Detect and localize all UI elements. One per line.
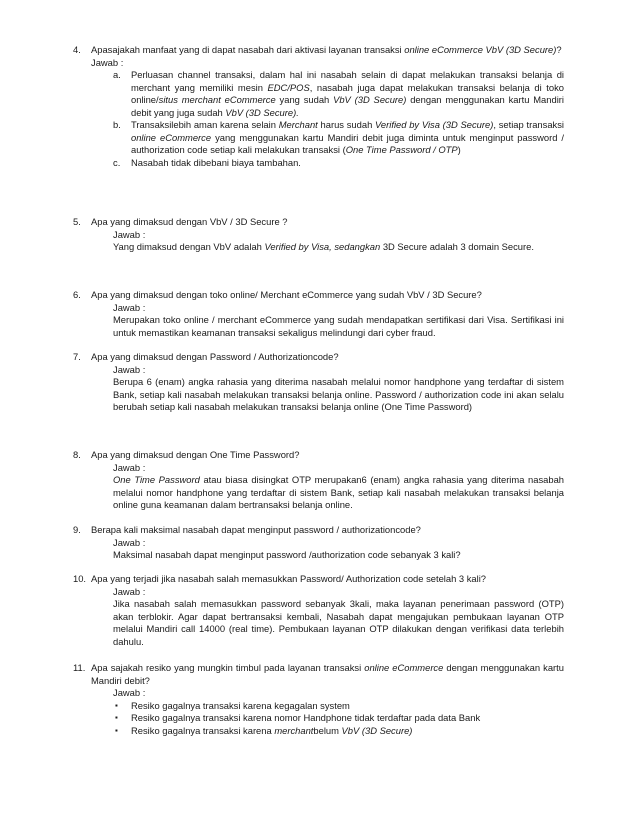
list-item: ▪ Resiko gagalnya transaksi karena nomor Handphone tidak terdaftar pada data Bank	[115, 712, 481, 723]
bullet-icon: ▪	[115, 725, 118, 735]
point-letter: c.	[113, 156, 121, 168]
answer-point-c: c. Nasabah tidak dibebani biaya tambahan.	[113, 156, 301, 168]
faq-item-4	[73, 44, 565, 169]
answer-text: Merupakan toko online / merchant eCommerce yang sudah mendapatkan sertifikasi dari Visa. Sertifikasi ini untuk memastikan keamanan transaksi sekaligus melindungi dari cyber fraud.	[113, 314, 564, 338]
faq-item-7	[73, 351, 564, 414]
list-item: ▪ Resiko gagalnya transaksi karena kegagalan system	[115, 699, 350, 711]
item-number: 5.	[73, 216, 81, 227]
answer-text: Jika nasabah salah memasukkan password sebanyak 3kali, maka layanan penerimaan password (OTP) akan terblokir. Agar dapat bertransaksi kembali, Nasabah dapat mengajukan pembukaan layanan OTP melalui Mandiri call 14000 (real time). Pembukaan layanan OTP dilakukan dengan verifikasi data terlebih dahulu.	[113, 598, 564, 647]
answer-label: Jawab :	[113, 301, 146, 313]
answer-label: Jawab :	[113, 585, 146, 597]
answer-label: Jawab :	[113, 363, 146, 375]
question-text: Apasajakah manfaat yang di dapat nasabah dari aktivasi layanan transaksi online eCommerce VbV (3D Secure)?	[91, 44, 562, 55]
item-number: 10.	[73, 573, 87, 584]
list-item: ▪ Resiko gagalnya transaksi karena merchantbelum VbV (3D Secure)	[115, 724, 413, 736]
bullet-icon: ▪	[115, 713, 118, 722]
answer-point-b: b. Transaksilebih aman karena selain Merchant harus sudah Verified by Visa (3D Secure), setiap transaksi online eCommerce yang menggunakan kartu Mandiri debit juga diminta untuk menginput password / authorization code setiap kali melakukan transaksi (One Time Password / OTP)	[113, 119, 565, 155]
faq-item-8	[73, 449, 564, 512]
answer-label: Jawab :	[91, 56, 124, 68]
item-number: 7.	[73, 351, 81, 362]
question-text: Apa sajakah resiko yang mungkin timbul pada layanan transaksi online eCommerce dengan menggunakan kartu Mandiri debit?	[91, 662, 564, 686]
answer-text: One Time Password atau biasa disingkat OTP merupakan6 (enam) angka rahasia yang diterima nasabah melalui nomor handphone yang terdaftar di sistem Bank, setiap kali nasabah melakukan transaksi belanja online guna keamanan dalam bertransaksi belanja online.	[113, 474, 564, 510]
faq-item-9	[73, 524, 564, 562]
question-text: Apa yang terjadi jika nasabah salah memasukkan Password/ Authorization code setelah 3 kali?	[91, 573, 487, 584]
answer-label: Jawab :	[113, 536, 146, 548]
question-text: Apa yang dimaksud dengan toko online/ Merchant eCommerce yang sudah VbV / 3D Secure?	[91, 289, 482, 300]
point-letter: b.	[113, 119, 121, 130]
item-number: 6.	[73, 289, 81, 300]
item-number: 9.	[73, 524, 81, 535]
question-text: Apa yang dimaksud dengan VbV / 3D Secure ?	[91, 216, 288, 227]
answer-label: Jawab :	[113, 687, 146, 698]
item-number: 4.	[73, 44, 81, 55]
answer-label: Jawab :	[113, 461, 146, 473]
question-text: Apa yang dimaksud dengan Password / Authorizationcode?	[91, 351, 339, 362]
faq-item-10	[73, 573, 564, 648]
answer-point-a: a. Perluasan channel transaksi, dalam hal ini nasabah selain di dapat melakukan transaksi belanja di merchant yang memiliki mesin EDC/POS, nasabah juga dapat melakukan transaksi belanja di toko online/situs merchant eCommerce yang sudah VbV (3D Secure) dengan menggunakan kartu Mandiri debit yang juga sudah VbV (3D Secure).	[113, 69, 565, 118]
bullet-icon: ▪	[115, 700, 118, 710]
point-letter: a.	[113, 69, 121, 80]
answer-label: Jawab :	[113, 228, 146, 240]
item-number: 11.	[73, 662, 86, 673]
answer-text: Maksimal nasabah dapat menginput password /authorization code sebanyak 3 kali?	[113, 549, 461, 560]
answer-text: Berupa 6 (enam) angka rahasia yang diterima nasabah melalui nomor handphone yang terdaftar di sistem Bank, setiap kali nasabah melakukan transaksi belanja online. Password / authorization code ini akan selalu berubah setiap kali nasabah melakukan transaksi belanja online (One Time Password)	[113, 376, 564, 412]
faq-item-6	[73, 289, 564, 339]
question-text: Apa yang dimaksud dengan One Time Password?	[91, 449, 300, 460]
question-text: Berapa kali maksimal nasabah dapat menginput password / authorizationcode?	[91, 524, 421, 535]
answer-text: Yang dimaksud dengan VbV adalah Verified by Visa, sedangkan 3D Secure adalah 3 domain Secure.	[113, 241, 534, 252]
faq-item-11	[73, 662, 564, 737]
faq-item-5	[73, 216, 564, 254]
item-number: 8.	[73, 449, 81, 460]
